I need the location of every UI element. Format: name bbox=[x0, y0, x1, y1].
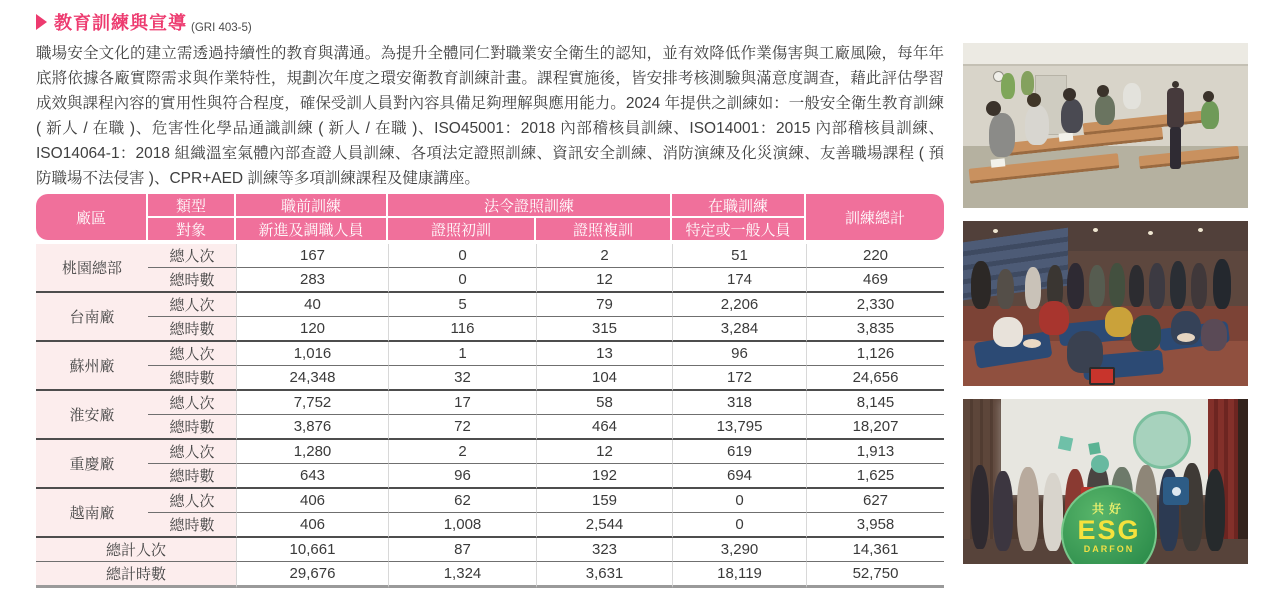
header-onjob: 在職訓練 bbox=[672, 194, 806, 218]
value-cell: 464 bbox=[536, 415, 672, 440]
person-silhouette bbox=[993, 471, 1013, 551]
metric-label-cell: 總時數 bbox=[148, 366, 236, 391]
value-cell: 3,631 bbox=[536, 562, 672, 588]
person-silhouette bbox=[1205, 469, 1225, 551]
metric-label-cell: 總時數 bbox=[148, 513, 236, 538]
cpr-training-photo bbox=[963, 221, 1248, 386]
table-row bbox=[36, 317, 944, 342]
person-silhouette bbox=[1025, 105, 1049, 145]
cpr-mannequin bbox=[1177, 333, 1195, 342]
person-silhouette bbox=[1109, 263, 1125, 307]
instructor-legs bbox=[1170, 127, 1181, 169]
person-silhouette bbox=[1170, 261, 1186, 309]
value-cell: 12 bbox=[536, 268, 672, 293]
person-silhouette bbox=[1067, 263, 1084, 309]
value-cell: 323 bbox=[536, 538, 672, 562]
metric-label-cell: 總時數 bbox=[148, 464, 236, 489]
value-cell: 220 bbox=[806, 244, 944, 268]
value-cell: 58 bbox=[536, 391, 672, 415]
value-cell: 1,126 bbox=[806, 342, 944, 366]
kneeling-person bbox=[1131, 315, 1161, 351]
metric-label-cell: 總時數 bbox=[148, 415, 236, 440]
metric-label-cell: 總人次 bbox=[148, 391, 236, 415]
aed-kit bbox=[1089, 367, 1115, 385]
person-silhouette bbox=[1191, 263, 1207, 309]
value-cell: 8,145 bbox=[806, 391, 944, 415]
value-cell: 643 bbox=[236, 464, 388, 489]
value-cell: 2,544 bbox=[536, 513, 672, 538]
desk-shape bbox=[969, 153, 1120, 184]
header-prejob-target: 新進及調職人員 bbox=[236, 218, 388, 240]
value-cell: 0 bbox=[388, 244, 536, 268]
plant-name-cell: 桃園總部 bbox=[36, 244, 148, 293]
value-cell: 51 bbox=[672, 244, 806, 268]
value-cell: 96 bbox=[672, 342, 806, 366]
value-cell: 24,656 bbox=[806, 366, 944, 391]
value-cell: 12 bbox=[536, 440, 672, 464]
person-silhouette bbox=[1001, 73, 1015, 99]
kneeling-person bbox=[1201, 319, 1227, 351]
value-cell: 3,284 bbox=[672, 317, 806, 342]
kneeling-person bbox=[1105, 307, 1133, 337]
value-cell: 1,324 bbox=[388, 562, 536, 588]
ceiling-light bbox=[1148, 231, 1153, 235]
person-silhouette bbox=[1097, 85, 1109, 97]
paper-shape bbox=[991, 158, 1006, 167]
value-cell: 283 bbox=[236, 268, 388, 293]
ceiling-light bbox=[1093, 228, 1098, 232]
value-cell: 40 bbox=[236, 293, 388, 317]
value-cell: 62 bbox=[388, 489, 536, 513]
value-cell: 3,876 bbox=[236, 415, 388, 440]
value-cell: 1,008 bbox=[388, 513, 536, 538]
value-cell: 406 bbox=[236, 489, 388, 513]
body-paragraph: 職場安全文化的建立需透過持續性的教育與溝通。為提升全體同仁對職業安全衛生的認知，並有效降低作業傷害與工廠風險，每年年底將依據各廠實際需求與作業特性，規劃次年度之環安衛教育訓練計畫。課程實施後，皆安排考核測驗與滿意度調查，藉此評估學習成效與課程內容的實用性與符合程度，確保受訓人員對內容具備足夠理解與應用能力。2024 年提供之訓練如：一般安全衛生教育訓練 ( 新人 / 在職 )、危害性化學品通識訓練 ( 新人 / 在職 )、ISO45001：2018 內部稽核員訓練、ISO14001：2015 內部稽核員訓練、ISO14064-1：2018 組織溫室氣體內部查證人員訓練、各項法定證照訓練、資訊安全訓練、消防演練及化災演練、友善職場課程 ( 預防職場不法侵害 )、CPR+AED 訓練等多項訓練課程及健康講座。 bbox=[36, 45, 944, 187]
person-silhouette bbox=[1063, 88, 1076, 101]
value-cell: 3,290 bbox=[672, 538, 806, 562]
header-onjob-target: 特定或一般人員 bbox=[672, 218, 806, 240]
value-cell: 406 bbox=[236, 513, 388, 538]
table-row bbox=[36, 244, 944, 268]
value-cell: 1,913 bbox=[806, 440, 944, 464]
metric-label-cell: 總人次 bbox=[148, 244, 236, 268]
person-silhouette bbox=[1203, 91, 1214, 102]
value-cell: 2 bbox=[536, 244, 672, 268]
person-silhouette bbox=[1017, 467, 1039, 551]
plant-name-cell: 重慶廠 bbox=[36, 440, 148, 489]
value-cell: 96 bbox=[388, 464, 536, 489]
ceiling-line bbox=[963, 64, 1248, 66]
value-cell: 29,676 bbox=[236, 562, 388, 588]
value-cell: 17 bbox=[388, 391, 536, 415]
screen-graphic-circle bbox=[1133, 411, 1191, 469]
value-cell: 159 bbox=[536, 489, 672, 513]
esg-badge-sub-text: DARFON bbox=[1083, 544, 1135, 554]
value-cell: 5 bbox=[388, 293, 536, 317]
value-cell: 52,750 bbox=[806, 562, 944, 588]
value-cell: 0 bbox=[388, 268, 536, 293]
teal-sign bbox=[1091, 455, 1109, 473]
header-license: 法令證照訓練 bbox=[388, 194, 672, 218]
header-prejob: 職前訓練 bbox=[236, 194, 388, 218]
value-cell: 0 bbox=[672, 513, 806, 538]
value-cell: 1,280 bbox=[236, 440, 388, 464]
table-row bbox=[36, 391, 944, 415]
value-cell: 10,661 bbox=[236, 538, 388, 562]
value-cell: 174 bbox=[672, 268, 806, 293]
paper-shape bbox=[1059, 132, 1074, 141]
table-row bbox=[36, 293, 944, 317]
value-cell: 18,207 bbox=[806, 415, 944, 440]
value-cell: 694 bbox=[672, 464, 806, 489]
value-cell: 32 bbox=[388, 366, 536, 391]
header-plant: 廠區 bbox=[36, 194, 148, 240]
cpr-mannequin bbox=[1023, 339, 1041, 348]
person-silhouette bbox=[1149, 263, 1165, 309]
value-cell: 2,206 bbox=[672, 293, 806, 317]
person-silhouette bbox=[989, 113, 1015, 157]
total-label-cell: 總計時數 bbox=[36, 562, 236, 588]
person-silhouette bbox=[1201, 101, 1219, 129]
plant-name-cell: 台南廠 bbox=[36, 293, 148, 342]
metric-label-cell: 總人次 bbox=[148, 489, 236, 513]
value-cell: 1,625 bbox=[806, 464, 944, 489]
table-header bbox=[36, 194, 944, 240]
metric-label-cell: 總人次 bbox=[148, 342, 236, 366]
esg-badge-main-text: ESG bbox=[1077, 515, 1141, 545]
value-cell: 7,752 bbox=[236, 391, 388, 415]
person-silhouette bbox=[997, 269, 1014, 309]
value-cell: 87 bbox=[388, 538, 536, 562]
table-row bbox=[36, 342, 944, 366]
screen-graphic-square bbox=[1058, 436, 1073, 451]
value-cell: 104 bbox=[536, 366, 672, 391]
ceiling-light bbox=[993, 229, 998, 233]
person-silhouette bbox=[986, 101, 1001, 116]
metric-label-cell: 總時數 bbox=[148, 268, 236, 293]
value-cell: 79 bbox=[536, 293, 672, 317]
header-total: 訓練總計 bbox=[806, 194, 944, 240]
table-total-row bbox=[36, 562, 944, 588]
value-cell: 315 bbox=[536, 317, 672, 342]
training-statistics-table bbox=[36, 194, 944, 588]
person-silhouette bbox=[971, 465, 989, 549]
header-license-initial: 證照初訓 bbox=[388, 218, 536, 240]
triangle-bullet-icon bbox=[36, 14, 47, 30]
esg-badge-top-text: 共好 bbox=[1091, 502, 1126, 516]
table-row bbox=[36, 415, 944, 440]
table-row bbox=[36, 268, 944, 293]
table-row bbox=[36, 489, 944, 513]
header-license-refresh: 證照複訓 bbox=[536, 218, 672, 240]
kneeling-person bbox=[1039, 301, 1069, 335]
value-cell: 13,795 bbox=[672, 415, 806, 440]
table-total-row bbox=[36, 538, 944, 562]
person-silhouette bbox=[1027, 93, 1041, 107]
instructor-silhouette bbox=[1167, 88, 1184, 128]
value-cell: 18,119 bbox=[672, 562, 806, 588]
value-cell: 120 bbox=[236, 317, 388, 342]
desk-shape bbox=[1139, 146, 1240, 169]
screen-graphic-square bbox=[1088, 442, 1101, 455]
value-cell: 14,361 bbox=[806, 538, 944, 562]
value-cell: 172 bbox=[672, 366, 806, 391]
value-cell: 192 bbox=[536, 464, 672, 489]
instructor-head bbox=[1172, 81, 1179, 88]
value-cell: 72 bbox=[388, 415, 536, 440]
gri-tag: (GRI 403-5) bbox=[191, 22, 252, 34]
person-silhouette bbox=[1095, 95, 1115, 125]
esg-group-photo bbox=[963, 399, 1248, 564]
metric-label-cell: 總人次 bbox=[148, 440, 236, 464]
person-silhouette bbox=[1025, 267, 1041, 309]
value-cell: 318 bbox=[672, 391, 806, 415]
person-silhouette bbox=[971, 261, 991, 309]
value-cell: 0 bbox=[672, 489, 806, 513]
person-silhouette bbox=[1129, 265, 1144, 307]
person-silhouette bbox=[1043, 473, 1063, 551]
person-silhouette bbox=[1213, 259, 1231, 309]
person-silhouette bbox=[1089, 265, 1105, 307]
value-cell: 627 bbox=[806, 489, 944, 513]
value-cell: 469 bbox=[806, 268, 944, 293]
total-label-cell: 總計人次 bbox=[36, 538, 236, 562]
photo-column bbox=[963, 43, 1248, 577]
value-cell: 2 bbox=[388, 440, 536, 464]
section-title: 教育訓練與宣導 bbox=[54, 13, 187, 33]
table-row bbox=[36, 440, 944, 464]
value-cell: 1,016 bbox=[236, 342, 388, 366]
value-cell: 116 bbox=[388, 317, 536, 342]
table-row bbox=[36, 464, 944, 489]
kneeling-person bbox=[993, 317, 1023, 347]
section-title-row bbox=[36, 9, 252, 35]
ceiling-light bbox=[1198, 228, 1203, 232]
header-target: 對象 bbox=[148, 218, 236, 240]
table-row bbox=[36, 366, 944, 391]
metric-label-cell: 總時數 bbox=[148, 317, 236, 342]
plant-name-cell: 越南廠 bbox=[36, 489, 148, 538]
person-silhouette bbox=[1021, 71, 1034, 95]
value-cell: 167 bbox=[236, 244, 388, 268]
table-row bbox=[36, 513, 944, 538]
value-cell: 13 bbox=[536, 342, 672, 366]
header-type: 類型 bbox=[148, 194, 236, 218]
value-cell: 24,348 bbox=[236, 366, 388, 391]
plant-name-cell: 蘇州廠 bbox=[36, 342, 148, 391]
metric-label-cell: 總人次 bbox=[148, 293, 236, 317]
value-cell: 619 bbox=[672, 440, 806, 464]
classroom-training-photo bbox=[963, 43, 1248, 208]
person-silhouette bbox=[1061, 99, 1083, 133]
value-cell: 2,330 bbox=[806, 293, 944, 317]
person-silhouette bbox=[1123, 83, 1141, 109]
plant-name-cell: 淮安廠 bbox=[36, 391, 148, 440]
value-cell: 3,835 bbox=[806, 317, 944, 342]
value-cell: 3,958 bbox=[806, 513, 944, 538]
blue-sign-logo bbox=[1172, 487, 1181, 496]
value-cell: 1 bbox=[388, 342, 536, 366]
